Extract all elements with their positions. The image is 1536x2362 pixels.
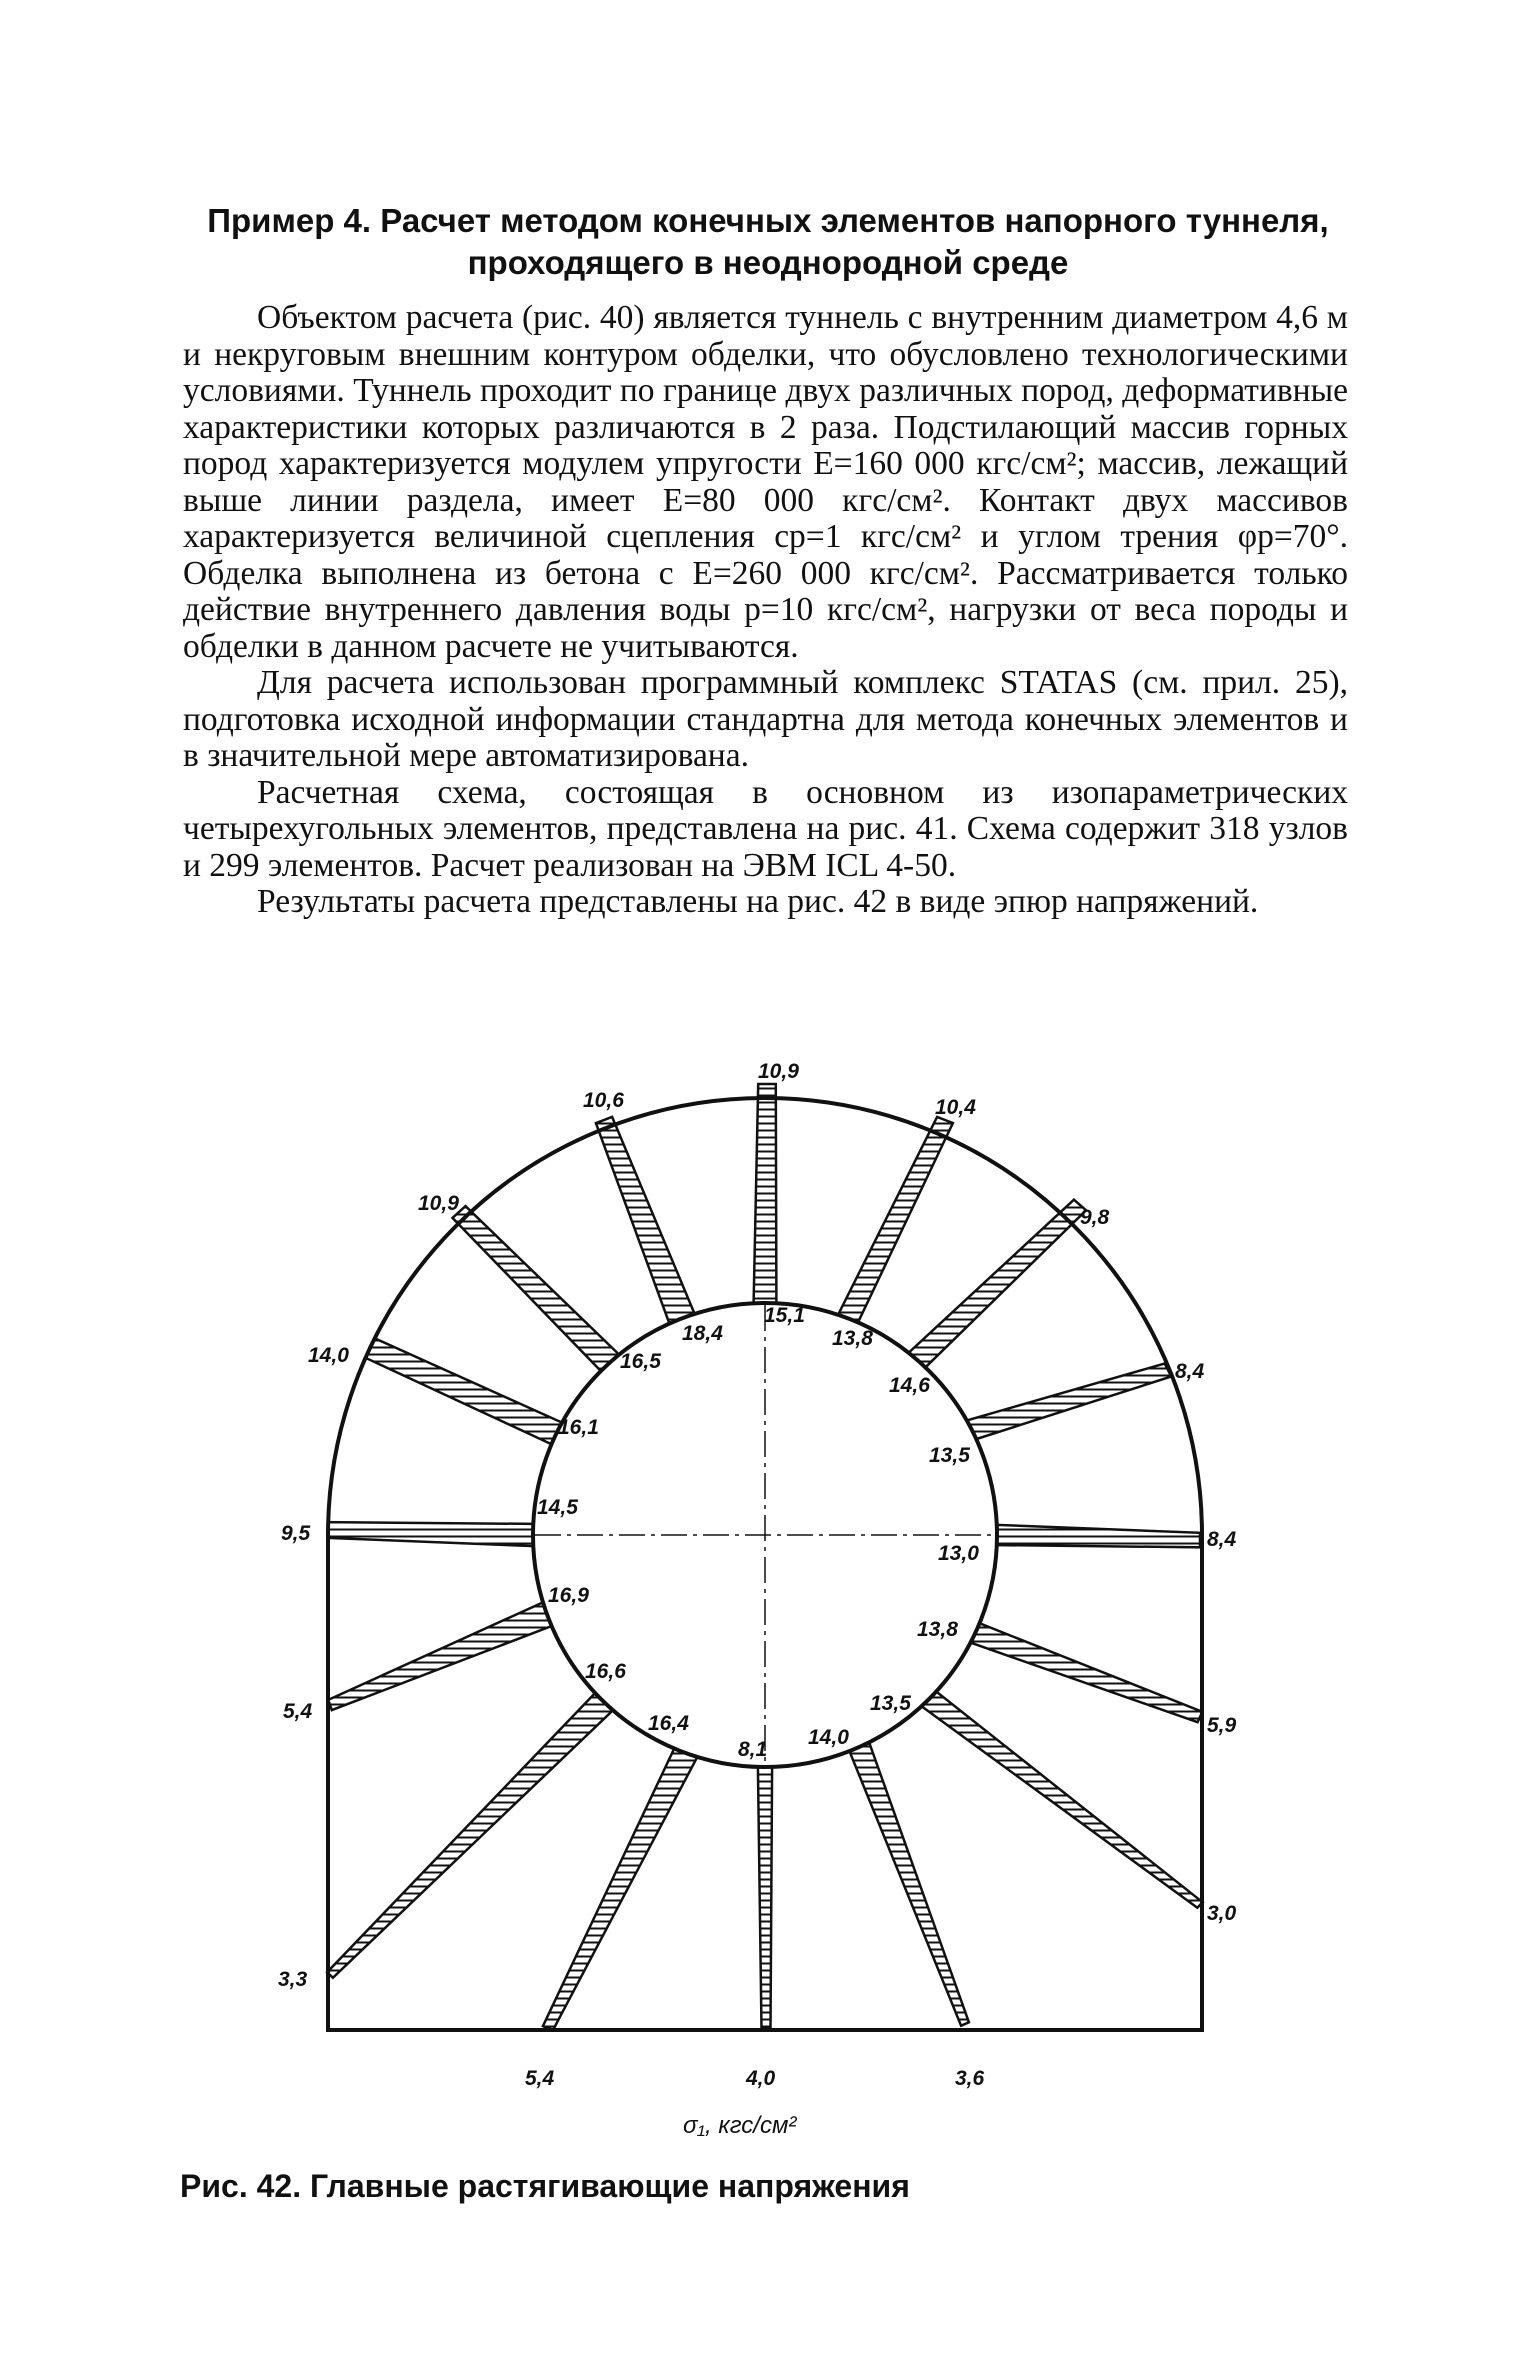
outer-stress-label-10: 3,3 (278, 1968, 308, 1991)
inner-stress-label-10: 16,6 (585, 1660, 626, 1683)
paragraph-3: Расчетная схема, состоящая в основном из изопараметрических четырехугольных элементов, представлена на рис. 41. Схема содержит 318 узлов и 299 элементов. Расчет реализован на ЭВМ ICL 4-50. (183, 773, 1348, 884)
inner-stress-label-5: 13,8 (917, 1618, 958, 1641)
stress-bar-15 (596, 1117, 695, 1323)
title-line-2: проходящего в неоднородной среде (467, 244, 1069, 281)
stress-bar-4 (997, 1525, 1200, 1547)
outer-stress-label-3: 8,4 (1175, 1360, 1205, 1383)
outer-stress-label-5: 5,9 (1207, 1714, 1237, 1737)
inner-stress-label-0: 15,1 (764, 1304, 805, 1327)
outer-stress-label-2: 9,8 (1080, 1206, 1110, 1229)
inner-stress-label-3: 13,5 (929, 1444, 970, 1467)
paragraph-1: Объектом расчета (рис. 40) является туннель с внутренним диаметром 4,6 м и некруговым внешним контуром обделки, что обусловлено технологическими условиями. Туннель проходит по границе двух различных пород, деформативные характеристики которых различаются в 2 раза. Подстилающий массив горных пород характеризуется модулем упругости E=160 000 кгс/см²; массив, лежащий выше линии раздела, имеет E=80 000 кгс/см². Контакт двух массивов характеризуется величиной сцепления cp=1 кгс/см² и углом трения φp=70°. Обделка выполнена из бетона с E=260 000 кгс/см². Рассматривается только действие внутреннего давления воды p=10 кгс/см², нагрузки от веса породы и обделки в данном расчете не учитываются. (183, 299, 1348, 665)
inner-stress-label-15: 18,4 (682, 1322, 723, 1345)
outer-stress-label-8: 4,0 (746, 2067, 776, 2090)
inner-stress-label-11: 16,9 (548, 1584, 589, 1607)
stress-bar-5 (971, 1623, 1203, 1722)
inner-stress-label-13: 16,1 (558, 1416, 599, 1439)
inner-stress-label-7: 14,0 (808, 1726, 849, 1749)
outer-stress-label-6: 3,0 (1207, 1902, 1237, 1925)
outer-stress-label-0: 10,9 (758, 1060, 799, 1083)
outer-stress-label-12: 9,5 (281, 1522, 311, 1545)
title-line-1: Пример 4. Расчет методом конечных элементов напорного туннеля, (207, 202, 1329, 239)
inner-stress-label-8: 8,1 (738, 1738, 768, 1761)
outer-stress-label-15: 10,6 (583, 1089, 624, 1112)
stress-bar-9 (543, 1749, 697, 2030)
outer-stress-label-1: 10,4 (935, 1096, 976, 1119)
stress-unit-label: σ₁, кгс/см² (683, 2112, 797, 2139)
inner-stress-label-9: 16,4 (648, 1712, 689, 1735)
stress-bar-6 (922, 1692, 1203, 1908)
outer-stress-label-11: 5,4 (283, 1700, 313, 1723)
inner-stress-label-4: 13,0 (938, 1542, 979, 1565)
stress-bar-14 (453, 1206, 619, 1371)
stress-bar-2 (909, 1200, 1086, 1368)
paragraph-4: Результаты расчета представлены на рис. 42 в виде эпюр напряжений. (257, 883, 1259, 920)
inner-stress-label-14: 16,5 (620, 1350, 661, 1373)
stress-bar-0 (754, 1084, 777, 1303)
paragraph-2: Для расчета использован программный комплекс STATAS (см. прил. 25), подготовка исходной информации стандартна для метода конечных элементов и в значительной мере автоматизирована. (183, 664, 1348, 774)
inner-stress-label-1: 13,8 (832, 1327, 873, 1350)
stress-bar-13 (365, 1338, 562, 1444)
outer-stress-label-14: 10,9 (418, 1192, 459, 1215)
stress-bar-3 (967, 1364, 1171, 1440)
outer-stress-label-4: 8,4 (1207, 1528, 1237, 1551)
inner-stress-label-6: 13,5 (870, 1692, 911, 1715)
stress-bar-10 (327, 1693, 613, 1978)
stress-bar-7 (850, 1743, 969, 2026)
outer-stress-label-9: 5,4 (525, 2067, 555, 2090)
stress-bar-11 (328, 1603, 551, 1711)
figure-caption: Рис. 42. Главные растягивающие напряжения (180, 2168, 910, 2204)
stress-bar-1 (838, 1117, 953, 1322)
outer-stress-label-7: 3,6 (955, 2067, 985, 2090)
inner-stress-label-12: 14,5 (537, 1496, 578, 1519)
stress-bar-8 (758, 1767, 772, 2028)
stress-bar-12 (328, 1522, 533, 1546)
inner-stress-label-2: 14,6 (889, 1374, 930, 1397)
outer-stress-label-13: 14,0 (308, 1344, 349, 1367)
